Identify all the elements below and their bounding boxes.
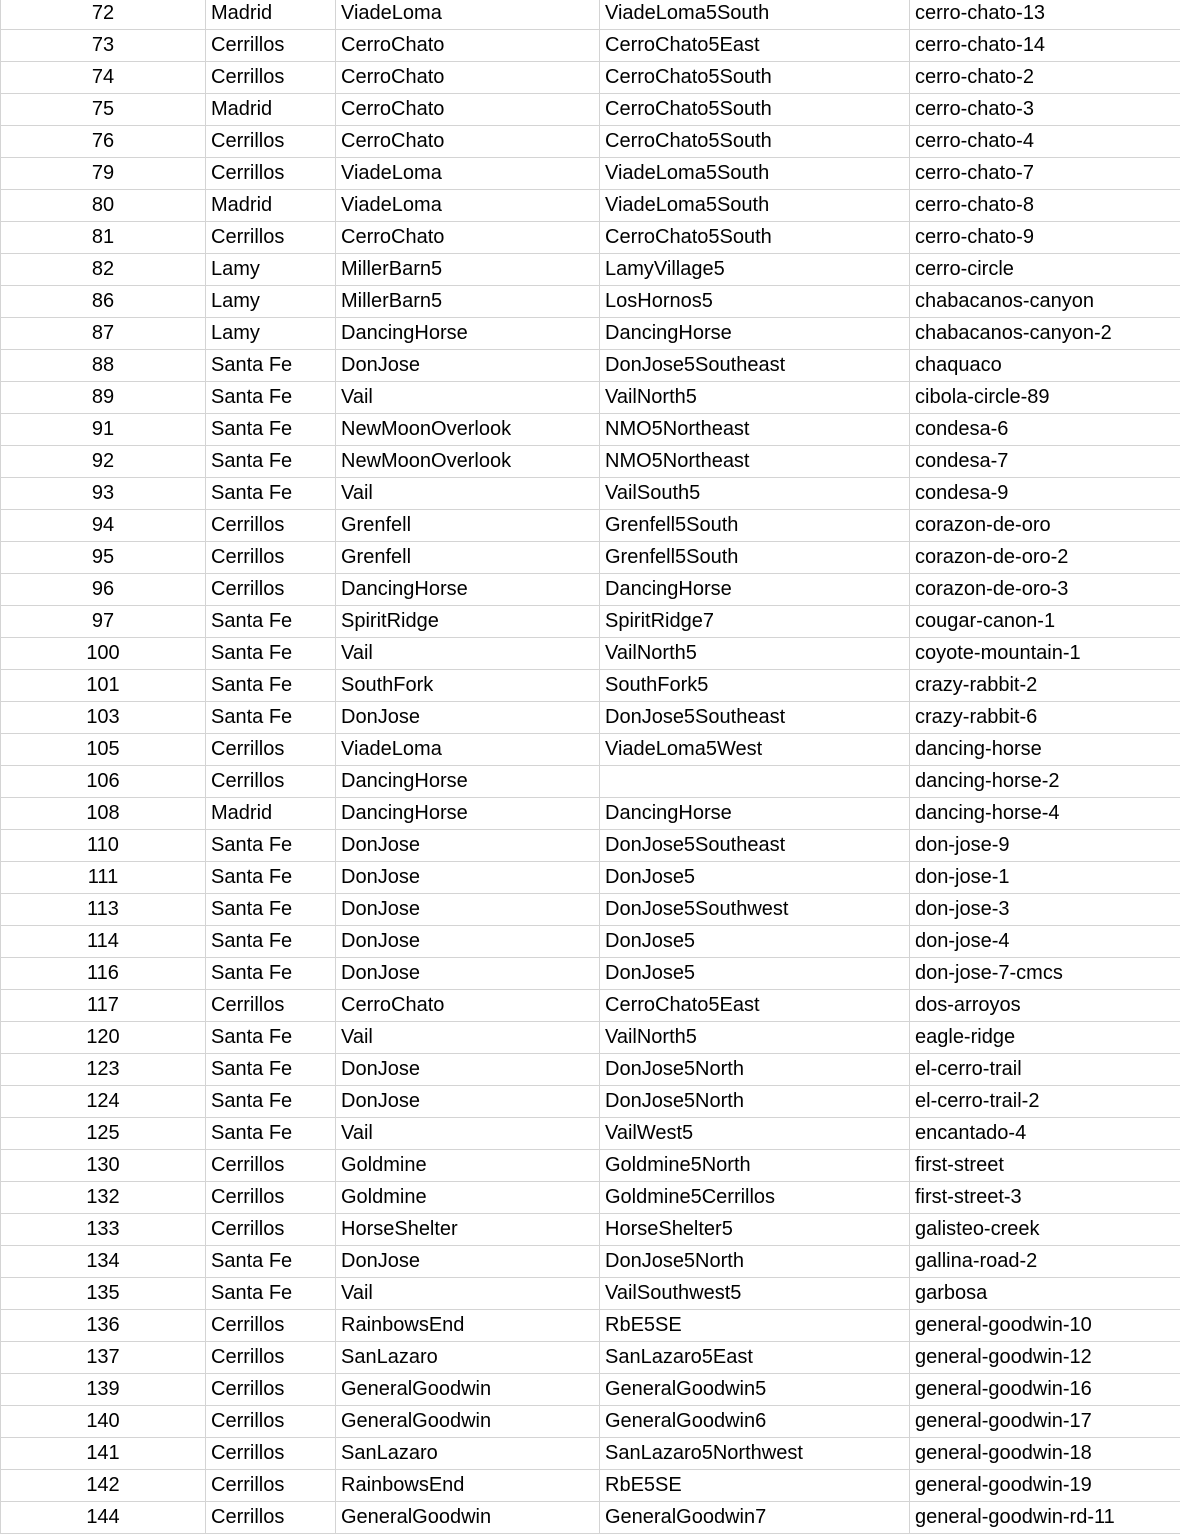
id-cell[interactable]: 139 — [1, 1374, 206, 1406]
slug-cell[interactable]: chabacanos-canyon-2 — [910, 318, 1180, 350]
zone-cell[interactable]: DonJose5Southeast — [600, 350, 910, 382]
area-cell[interactable]: Grenfell — [336, 510, 600, 542]
table-row — [1, 1246, 1180, 1278]
area-cell[interactable]: DonJose — [336, 1246, 600, 1278]
table-row — [1, 94, 1180, 126]
zone-cell[interactable]: DancingHorse — [600, 574, 910, 606]
id-cell[interactable]: 81 — [1, 222, 206, 254]
id-cell[interactable]: 136 — [1, 1310, 206, 1342]
id-cell[interactable]: 75 — [1, 94, 206, 126]
area-cell[interactable]: RainbowsEnd — [336, 1310, 600, 1342]
city-cell[interactable]: Cerrillos — [206, 1406, 336, 1438]
city-cell[interactable]: Cerrillos — [206, 1182, 336, 1214]
area-cell[interactable]: Vail — [336, 382, 600, 414]
slug-cell[interactable]: cerro-chato-9 — [910, 222, 1180, 254]
city-cell[interactable]: Cerrillos — [206, 734, 336, 766]
area-cell[interactable]: DancingHorse — [336, 574, 600, 606]
slug-cell[interactable]: eagle-ridge — [910, 1022, 1180, 1054]
area-cell[interactable]: Vail — [336, 478, 600, 510]
city-cell[interactable]: Cerrillos — [206, 1374, 336, 1406]
table-row — [1, 126, 1180, 158]
area-cell[interactable]: Grenfell — [336, 542, 600, 574]
table-row — [1, 30, 1180, 62]
city-cell[interactable]: Santa Fe — [206, 958, 336, 990]
city-cell[interactable]: Cerrillos — [206, 222, 336, 254]
city-cell[interactable]: Santa Fe — [206, 1086, 336, 1118]
zone-cell[interactable]: RbE5SE — [600, 1310, 910, 1342]
id-cell[interactable]: 133 — [1, 1214, 206, 1246]
city-cell[interactable]: Santa Fe — [206, 350, 336, 382]
zone-cell[interactable]: VailSouth5 — [600, 478, 910, 510]
city-cell[interactable]: Santa Fe — [206, 670, 336, 702]
slug-cell[interactable]: corazon-de-oro — [910, 510, 1180, 542]
table-row — [1, 734, 1180, 766]
id-cell[interactable]: 89 — [1, 382, 206, 414]
id-cell[interactable]: 105 — [1, 734, 206, 766]
zone-cell[interactable]: Goldmine5North — [600, 1150, 910, 1182]
table-row — [1, 62, 1180, 94]
zone-cell[interactable]: ViadeLoma5South — [600, 0, 910, 30]
id-cell[interactable]: 100 — [1, 638, 206, 670]
id-cell[interactable]: 103 — [1, 702, 206, 734]
table-row — [1, 1438, 1180, 1470]
city-cell[interactable]: Cerrillos — [206, 1342, 336, 1374]
city-cell[interactable]: Cerrillos — [206, 1502, 336, 1534]
id-cell[interactable]: 79 — [1, 158, 206, 190]
city-cell[interactable]: Santa Fe — [206, 702, 336, 734]
table-row — [1, 0, 1180, 30]
table-row — [1, 894, 1180, 926]
area-cell[interactable]: CerroChato — [336, 990, 600, 1022]
zone-cell[interactable]: DonJose5 — [600, 958, 910, 990]
zone-cell[interactable]: VailNorth5 — [600, 1022, 910, 1054]
table-row — [1, 1310, 1180, 1342]
id-cell[interactable]: 86 — [1, 286, 206, 318]
zone-cell[interactable]: VailNorth5 — [600, 638, 910, 670]
area-cell[interactable]: SpiritRidge — [336, 606, 600, 638]
city-cell[interactable]: Cerrillos — [206, 574, 336, 606]
zone-cell[interactable]: DonJose5North — [600, 1086, 910, 1118]
zone-cell[interactable]: GeneralGoodwin7 — [600, 1502, 910, 1534]
table-row — [1, 1502, 1180, 1534]
city-cell[interactable]: Santa Fe — [206, 926, 336, 958]
id-cell[interactable]: 96 — [1, 574, 206, 606]
city-cell[interactable]: Madrid — [206, 798, 336, 830]
id-cell[interactable]: 130 — [1, 1150, 206, 1182]
slug-cell[interactable]: galisteo-creek — [910, 1214, 1180, 1246]
city-cell[interactable]: Cerrillos — [206, 1438, 336, 1470]
id-cell[interactable]: 80 — [1, 190, 206, 222]
table-row — [1, 478, 1180, 510]
id-cell[interactable]: 74 — [1, 62, 206, 94]
id-cell[interactable]: 135 — [1, 1278, 206, 1310]
area-cell[interactable]: DancingHorse — [336, 318, 600, 350]
area-cell[interactable]: Goldmine — [336, 1182, 600, 1214]
area-cell[interactable]: Vail — [336, 1118, 600, 1150]
city-cell[interactable]: Cerrillos — [206, 62, 336, 94]
slug-cell[interactable]: chaquaco — [910, 350, 1180, 382]
slug-cell[interactable]: corazon-de-oro-2 — [910, 542, 1180, 574]
id-cell[interactable]: 108 — [1, 798, 206, 830]
area-cell[interactable]: DonJose — [336, 894, 600, 926]
city-cell[interactable]: Santa Fe — [206, 1278, 336, 1310]
area-cell[interactable]: DonJose — [336, 926, 600, 958]
slug-cell[interactable]: don-jose-1 — [910, 862, 1180, 894]
zone-cell[interactable]: LamyVillage5 — [600, 254, 910, 286]
city-cell[interactable]: Santa Fe — [206, 638, 336, 670]
area-cell[interactable]: NewMoonOverlook — [336, 414, 600, 446]
area-cell[interactable]: SanLazaro — [336, 1342, 600, 1374]
id-cell[interactable]: 140 — [1, 1406, 206, 1438]
slug-cell[interactable]: cerro-chato-8 — [910, 190, 1180, 222]
zone-cell[interactable]: DonJose5Southwest — [600, 894, 910, 926]
table-row — [1, 510, 1180, 542]
city-cell[interactable]: Cerrillos — [206, 1214, 336, 1246]
zone-cell[interactable]: DonJose5 — [600, 926, 910, 958]
slug-cell[interactable]: crazy-rabbit-6 — [910, 702, 1180, 734]
table-row — [1, 222, 1180, 254]
zone-cell[interactable]: CerroChato5South — [600, 222, 910, 254]
area-cell[interactable]: DonJose — [336, 350, 600, 382]
city-cell[interactable]: Cerrillos — [206, 30, 336, 62]
city-cell[interactable]: Cerrillos — [206, 158, 336, 190]
zone-cell[interactable]: VailNorth5 — [600, 382, 910, 414]
city-cell[interactable]: Santa Fe — [206, 414, 336, 446]
zone-cell[interactable]: DonJose5North — [600, 1054, 910, 1086]
area-cell[interactable]: Goldmine — [336, 1150, 600, 1182]
slug-cell[interactable]: dancing-horse-2 — [910, 766, 1180, 798]
table-row — [1, 1342, 1180, 1374]
area-cell[interactable]: SanLazaro — [336, 1438, 600, 1470]
zone-cell[interactable]: VailWest5 — [600, 1118, 910, 1150]
table-row — [1, 574, 1180, 606]
id-cell[interactable]: 72 — [1, 0, 206, 30]
city-cell[interactable]: Santa Fe — [206, 1246, 336, 1278]
zone-cell[interactable]: Grenfell5South — [600, 510, 910, 542]
city-cell[interactable]: Cerrillos — [206, 542, 336, 574]
city-cell[interactable]: Cerrillos — [206, 1310, 336, 1342]
zone-cell[interactable]: NMO5Northeast — [600, 446, 910, 478]
table-row — [1, 1278, 1180, 1310]
table-row — [1, 958, 1180, 990]
slug-cell[interactable]: gallina-road-2 — [910, 1246, 1180, 1278]
city-cell[interactable]: Santa Fe — [206, 478, 336, 510]
slug-cell[interactable]: cerro-chato-7 — [910, 158, 1180, 190]
area-cell[interactable]: MillerBarn5 — [336, 286, 600, 318]
zone-cell[interactable]: HorseShelter5 — [600, 1214, 910, 1246]
id-cell[interactable]: 125 — [1, 1118, 206, 1150]
zone-cell[interactable]: CerroChato5South — [600, 94, 910, 126]
zone-cell[interactable]: NMO5Northeast — [600, 414, 910, 446]
table-row — [1, 702, 1180, 734]
slug-cell[interactable]: general-goodwin-16 — [910, 1374, 1180, 1406]
id-cell[interactable]: 93 — [1, 478, 206, 510]
city-cell[interactable]: Madrid — [206, 0, 336, 30]
area-cell[interactable]: CerroChato — [336, 30, 600, 62]
zone-cell[interactable]: SanLazaro5East — [600, 1342, 910, 1374]
slug-cell[interactable]: cougar-canon-1 — [910, 606, 1180, 638]
id-cell[interactable]: 113 — [1, 894, 206, 926]
zone-cell[interactable]: DonJose5Southeast — [600, 702, 910, 734]
id-cell[interactable]: 124 — [1, 1086, 206, 1118]
slug-cell[interactable]: general-goodwin-19 — [910, 1470, 1180, 1502]
id-cell[interactable]: 117 — [1, 990, 206, 1022]
id-cell[interactable]: 123 — [1, 1054, 206, 1086]
zone-cell[interactable]: CerroChato5South — [600, 62, 910, 94]
table-row — [1, 254, 1180, 286]
city-cell[interactable]: Santa Fe — [206, 446, 336, 478]
area-cell[interactable]: SouthFork — [336, 670, 600, 702]
slug-cell[interactable]: dos-arroyos — [910, 990, 1180, 1022]
slug-cell[interactable]: coyote-mountain-1 — [910, 638, 1180, 670]
table-row — [1, 542, 1180, 574]
area-cell[interactable]: DonJose — [336, 702, 600, 734]
id-cell[interactable]: 141 — [1, 1438, 206, 1470]
table-row — [1, 1374, 1180, 1406]
id-cell[interactable]: 110 — [1, 830, 206, 862]
table-row — [1, 286, 1180, 318]
area-cell[interactable]: DonJose — [336, 1054, 600, 1086]
table-row — [1, 1214, 1180, 1246]
zone-cell[interactable]: CerroChato5East — [600, 30, 910, 62]
table-row — [1, 1470, 1180, 1502]
id-cell[interactable]: 111 — [1, 862, 206, 894]
table-row — [1, 158, 1180, 190]
slug-cell[interactable]: condesa-7 — [910, 446, 1180, 478]
slug-cell[interactable]: cibola-circle-89 — [910, 382, 1180, 414]
slug-cell[interactable]: chabacanos-canyon — [910, 286, 1180, 318]
city-cell[interactable]: Santa Fe — [206, 862, 336, 894]
area-cell[interactable]: GeneralGoodwin — [336, 1502, 600, 1534]
table-row — [1, 350, 1180, 382]
slug-cell[interactable]: general-goodwin-18 — [910, 1438, 1180, 1470]
table-row — [1, 990, 1180, 1022]
area-cell[interactable]: NewMoonOverlook — [336, 446, 600, 478]
slug-cell[interactable]: cerro-chato-13 — [910, 0, 1180, 30]
slug-cell[interactable]: general-goodwin-17 — [910, 1406, 1180, 1438]
table-row — [1, 446, 1180, 478]
area-cell[interactable]: CerroChato — [336, 62, 600, 94]
id-cell[interactable]: 97 — [1, 606, 206, 638]
zone-cell[interactable]: DonJose5Southeast — [600, 830, 910, 862]
id-cell[interactable]: 116 — [1, 958, 206, 990]
table-row — [1, 1086, 1180, 1118]
city-cell[interactable]: Santa Fe — [206, 1054, 336, 1086]
city-cell[interactable]: Cerrillos — [206, 1150, 336, 1182]
table-row — [1, 830, 1180, 862]
table-row — [1, 798, 1180, 830]
slug-cell[interactable]: condesa-9 — [910, 478, 1180, 510]
zone-cell[interactable]: RbE5SE — [600, 1470, 910, 1502]
zone-cell[interactable]: SanLazaro5Northwest — [600, 1438, 910, 1470]
zone-cell[interactable]: ViadeLoma5West — [600, 734, 910, 766]
city-cell[interactable]: Santa Fe — [206, 382, 336, 414]
table-row — [1, 1054, 1180, 1086]
city-cell[interactable]: Madrid — [206, 94, 336, 126]
slug-cell[interactable]: first-street-3 — [910, 1182, 1180, 1214]
city-cell[interactable]: Cerrillos — [206, 1470, 336, 1502]
slug-cell[interactable]: el-cerro-trail — [910, 1054, 1180, 1086]
zone-cell[interactable] — [600, 766, 910, 798]
id-cell[interactable]: 76 — [1, 126, 206, 158]
area-cell[interactable]: CerroChato — [336, 222, 600, 254]
id-cell[interactable]: 106 — [1, 766, 206, 798]
id-cell[interactable]: 120 — [1, 1022, 206, 1054]
city-cell[interactable]: Santa Fe — [206, 1022, 336, 1054]
city-cell[interactable]: Santa Fe — [206, 894, 336, 926]
area-cell[interactable]: DonJose — [336, 862, 600, 894]
area-cell[interactable]: ViadeLoma — [336, 0, 600, 30]
table-row — [1, 766, 1180, 798]
zone-cell[interactable]: CerroChato5East — [600, 990, 910, 1022]
slug-cell[interactable]: don-jose-9 — [910, 830, 1180, 862]
area-cell[interactable]: DancingHorse — [336, 798, 600, 830]
table-row — [1, 638, 1180, 670]
city-cell[interactable]: Cerrillos — [206, 990, 336, 1022]
slug-cell[interactable]: garbosa — [910, 1278, 1180, 1310]
id-cell[interactable]: 73 — [1, 30, 206, 62]
area-cell[interactable]: RainbowsEnd — [336, 1470, 600, 1502]
zone-cell[interactable]: DancingHorse — [600, 798, 910, 830]
slug-cell[interactable]: first-street — [910, 1150, 1180, 1182]
slug-cell[interactable]: cerro-chato-14 — [910, 30, 1180, 62]
id-cell[interactable]: 95 — [1, 542, 206, 574]
id-cell[interactable]: 88 — [1, 350, 206, 382]
table-row — [1, 190, 1180, 222]
id-cell[interactable]: 142 — [1, 1470, 206, 1502]
slug-cell[interactable]: dancing-horse — [910, 734, 1180, 766]
city-cell[interactable]: Santa Fe — [206, 1118, 336, 1150]
zone-cell[interactable]: CerroChato5South — [600, 126, 910, 158]
zone-cell[interactable]: Goldmine5Cerrillos — [600, 1182, 910, 1214]
table-row — [1, 862, 1180, 894]
table-row — [1, 382, 1180, 414]
slug-cell[interactable]: el-cerro-trail-2 — [910, 1086, 1180, 1118]
area-cell[interactable]: HorseShelter — [336, 1214, 600, 1246]
area-cell[interactable]: DonJose — [336, 830, 600, 862]
area-cell[interactable]: ViadeLoma — [336, 734, 600, 766]
id-cell[interactable]: 92 — [1, 446, 206, 478]
table-row — [1, 1182, 1180, 1214]
zone-cell[interactable]: VailSouthwest5 — [600, 1278, 910, 1310]
city-cell[interactable]: Cerrillos — [206, 126, 336, 158]
slug-cell[interactable]: cerro-chato-2 — [910, 62, 1180, 94]
zone-cell[interactable]: DonJose5North — [600, 1246, 910, 1278]
table-row — [1, 318, 1180, 350]
zone-cell[interactable]: LosHornos5 — [600, 286, 910, 318]
table-row — [1, 1022, 1180, 1054]
slug-cell[interactable]: general-goodwin-10 — [910, 1310, 1180, 1342]
zone-cell[interactable]: ViadeLoma5South — [600, 158, 910, 190]
zone-cell[interactable]: DonJose5 — [600, 862, 910, 894]
id-cell[interactable]: 134 — [1, 1246, 206, 1278]
table-row — [1, 1118, 1180, 1150]
city-cell[interactable]: Santa Fe — [206, 606, 336, 638]
area-cell[interactable]: GeneralGoodwin — [336, 1406, 600, 1438]
zone-cell[interactable]: SpiritRidge7 — [600, 606, 910, 638]
id-cell[interactable]: 114 — [1, 926, 206, 958]
slug-cell[interactable]: corazon-de-oro-3 — [910, 574, 1180, 606]
zone-cell[interactable]: GeneralGoodwin6 — [600, 1406, 910, 1438]
table-row — [1, 414, 1180, 446]
area-cell[interactable]: CerroChato — [336, 94, 600, 126]
area-cell[interactable]: DancingHorse — [336, 766, 600, 798]
id-cell[interactable]: 91 — [1, 414, 206, 446]
table-row — [1, 926, 1180, 958]
area-cell[interactable]: ViadeLoma — [336, 190, 600, 222]
area-cell[interactable]: Vail — [336, 1022, 600, 1054]
slug-cell[interactable]: dancing-horse-4 — [910, 798, 1180, 830]
slug-cell[interactable]: don-jose-3 — [910, 894, 1180, 926]
city-cell[interactable]: Lamy — [206, 286, 336, 318]
id-cell[interactable]: 94 — [1, 510, 206, 542]
table-row — [1, 606, 1180, 638]
area-cell[interactable]: DonJose — [336, 958, 600, 990]
table-row — [1, 670, 1180, 702]
slug-cell[interactable]: cerro-chato-4 — [910, 126, 1180, 158]
area-cell[interactable]: ViadeLoma — [336, 158, 600, 190]
area-cell[interactable]: DonJose — [336, 1086, 600, 1118]
id-cell[interactable]: 132 — [1, 1182, 206, 1214]
table-body — [1, 0, 1180, 1534]
id-cell[interactable]: 137 — [1, 1342, 206, 1374]
city-cell[interactable]: Cerrillos — [206, 766, 336, 798]
table-row — [1, 1150, 1180, 1182]
slug-cell[interactable]: cerro-chato-3 — [910, 94, 1180, 126]
id-cell[interactable]: 144 — [1, 1502, 206, 1534]
table-row — [1, 1406, 1180, 1438]
slug-cell[interactable]: don-jose-7-cmcs — [910, 958, 1180, 990]
slug-cell[interactable]: cerro-circle — [910, 254, 1180, 286]
slug-cell[interactable]: general-goodwin-12 — [910, 1342, 1180, 1374]
city-cell[interactable]: Lamy — [206, 254, 336, 286]
city-cell[interactable]: Santa Fe — [206, 830, 336, 862]
city-cell[interactable]: Madrid — [206, 190, 336, 222]
slug-cell[interactable]: crazy-rabbit-2 — [910, 670, 1180, 702]
area-cell[interactable]: CerroChato — [336, 126, 600, 158]
slug-cell[interactable]: general-goodwin-rd-11 — [910, 1502, 1180, 1534]
area-cell[interactable]: Vail — [336, 1278, 600, 1310]
area-cell[interactable]: GeneralGoodwin — [336, 1374, 600, 1406]
zone-cell[interactable]: DancingHorse — [600, 318, 910, 350]
city-cell[interactable]: Cerrillos — [206, 510, 336, 542]
id-cell[interactable]: 87 — [1, 318, 206, 350]
id-cell[interactable]: 82 — [1, 254, 206, 286]
city-cell[interactable]: Lamy — [206, 318, 336, 350]
id-cell[interactable]: 101 — [1, 670, 206, 702]
zone-cell[interactable]: Grenfell5South — [600, 542, 910, 574]
slug-cell[interactable]: condesa-6 — [910, 414, 1180, 446]
area-cell[interactable]: MillerBarn5 — [336, 254, 600, 286]
zone-cell[interactable]: ViadeLoma5South — [600, 190, 910, 222]
zone-cell[interactable]: GeneralGoodwin5 — [600, 1374, 910, 1406]
slug-cell[interactable]: encantado-4 — [910, 1118, 1180, 1150]
zone-cell[interactable]: SouthFork5 — [600, 670, 910, 702]
slug-cell[interactable]: don-jose-4 — [910, 926, 1180, 958]
area-cell[interactable]: Vail — [336, 638, 600, 670]
